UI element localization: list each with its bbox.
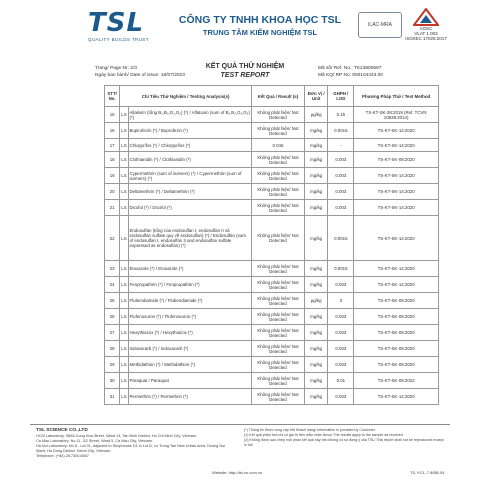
row-lod: 0.0015 <box>328 216 354 261</box>
table-row <box>105 200 439 216</box>
row-lab-code: LS <box>120 107 128 123</box>
row-analysis: Endosulfan (tổng của endosulfan I, endosulfan II và endosulfan sulfate quy về endosulfan) (*) / Endosulfan (sum of endosulfan I, endosulfan II and endosulfan sulfate expressed as endosulfan) (*) <box>128 216 251 261</box>
row-lod: 0.003 <box>328 309 354 325</box>
row-number: 26 <box>105 309 120 325</box>
row-unit: mg/kg <box>304 357 328 373</box>
row-result: Không phát hiện/ Not Detected <box>251 389 304 405</box>
table-row <box>105 261 439 277</box>
row-analysis: Indoxacarb (*) / Indoxacarb (*) <box>128 341 251 357</box>
table-row <box>105 341 439 357</box>
meta-left <box>95 65 185 79</box>
logo-tagline: QUALITY BUILDS TRUST <box>88 37 149 42</box>
row-result: Không phát hiện/ Not Detected <box>251 293 304 309</box>
row-unit: mg/kg <box>304 123 328 139</box>
row-number: 18 <box>105 152 120 168</box>
row-number: 27 <box>105 325 120 341</box>
row-analysis: Methidathion (*) / Methidathion (*) <box>128 357 251 373</box>
row-lab-code: LS <box>120 184 128 200</box>
row-unit: mg/kg <box>304 341 328 357</box>
header-unit: Đơn Vị / Unit <box>304 86 328 107</box>
row-result: Không phát hiện/ Not Detected <box>251 325 304 341</box>
row-unit: mg/kg <box>304 200 328 216</box>
row-method: TS-KT-SK-09:2020 <box>354 325 439 341</box>
footer-divider <box>30 424 450 425</box>
row-unit: µg/kg <box>304 293 328 309</box>
row-lod: 0.01 <box>328 373 354 389</box>
row-result: Không phát hiện/ Not Detected <box>251 123 304 139</box>
row-unit: mg/kg <box>304 216 328 261</box>
row-unit: mg/kg <box>304 139 328 152</box>
logo-text: TSL <box>88 8 145 38</box>
table-row <box>105 389 439 405</box>
report-number: Mã KQ/ RP No: 800104443.00 <box>318 73 383 78</box>
row-number: 23 <box>105 261 120 277</box>
row-unit: mg/kg <box>304 261 328 277</box>
aosc-name: AOSC <box>419 26 433 31</box>
company-name: CÔNG TY TNHH KHOA HỌC TSL <box>178 14 342 26</box>
row-unit: mg/kg <box>304 373 328 389</box>
row-lod: 0.003 <box>328 341 354 357</box>
row-result: Không phát hiện/ Not Detected <box>251 184 304 200</box>
table-row <box>105 152 439 168</box>
row-number: 20 <box>105 184 120 200</box>
row-lab-code: LS <box>120 216 128 261</box>
report-title-vn: KẾT QUẢ THỬ NGHIỆM <box>205 63 285 70</box>
table-row <box>105 373 439 389</box>
row-lab-code: LS <box>120 152 128 168</box>
row-analysis: Hexythiazox (*) / Hexythiazox (*) <box>128 325 251 341</box>
row-method: TS-KT-SK-09:2022 <box>354 373 439 389</box>
row-lod: 0.003 <box>328 152 354 168</box>
row-method: TS-KT-SK-09:2020 <box>354 357 439 373</box>
row-lab-code: LS <box>120 309 128 325</box>
header-method: Phương Pháp Thử / Test Method <box>354 86 439 107</box>
row-analysis: Paraquat / Paraquat <box>128 373 251 389</box>
row-method: TS-KT-SK-14:2020 <box>354 216 439 261</box>
report-title <box>190 62 300 80</box>
ilac-mra-badge: ILAC-MRA <box>358 12 402 38</box>
note-1: (*) Thông tin được cung cấp bởi Khách hàng/ Information is provided by Customer <box>244 428 375 432</box>
row-number: 25 <box>105 293 120 309</box>
footer-website: Website: http://tsl-vn.com.vn <box>212 470 263 475</box>
row-method: TS-KT-SK-09:2020 <box>354 309 439 325</box>
row-number: 24 <box>105 277 120 293</box>
footer-hcm: HCM Laboratory: 980A Cong Hoa Street, Ward 13, Tan Binh District, Ho Chi Minh City, Vietnam. <box>36 434 198 438</box>
table-row <box>105 309 439 325</box>
table-body <box>105 107 439 405</box>
tsl-logo <box>88 10 150 42</box>
row-analysis: Flufenoxuron (*) / Flufenoxuron (*) <box>128 309 251 325</box>
row-lab-code: LS <box>120 123 128 139</box>
header-lod: GHPH / LOD <box>328 86 354 107</box>
row-unit: mg/kg <box>304 184 328 200</box>
row-lod: 0.003 <box>328 184 354 200</box>
aosc-sub2: ISO/IEC 17025:2017 <box>405 36 447 41</box>
row-result: Không phát hiện/ Not Detected <box>251 168 304 184</box>
table-row <box>105 293 439 309</box>
footer-camau: Ca Mau Laboratory: No 11, 3/2 Street, Ward 5, Ca Mau City, Vietnam. <box>36 439 153 443</box>
row-lod: 0.003 <box>328 168 354 184</box>
row-result: Không phát hiện/ Not Detected <box>251 341 304 357</box>
company-header <box>160 14 360 38</box>
table-row <box>105 357 439 373</box>
row-result: Không phát hiện/ Not Detected <box>251 107 304 123</box>
aosc-accreditation-logo <box>404 8 448 41</box>
row-lab-code: LS <box>120 277 128 293</box>
row-lod: 0.003 <box>328 357 354 373</box>
header-result: Kết Quả / Result (s) <box>251 86 304 107</box>
row-number: 21 <box>105 200 120 216</box>
row-unit: mg/kg <box>304 168 328 184</box>
row-lab-code: LS <box>120 293 128 309</box>
table-row <box>105 184 439 200</box>
row-method: TS-KT-SK-14:2020 <box>354 200 439 216</box>
row-lod: 0.0015 <box>328 123 354 139</box>
row-analysis: Dicofol (*) / Dicofol (*) <box>128 200 251 216</box>
row-lod: 0.003 <box>328 325 354 341</box>
row-analysis: Etoxazole (*) / Etoxazole (*) <box>128 261 251 277</box>
note-3: (2) Không được sao chép một phần kết quả này nếu không có sự đồng ý của TSL/ This report shall not be reproduced except in full <box>244 438 444 447</box>
row-unit: mg/kg <box>304 152 328 168</box>
row-lod: - <box>328 139 354 152</box>
row-method: TS-KT-SK-09:2020 <box>354 293 439 309</box>
row-lab-code: LS <box>120 357 128 373</box>
row-lod: 0.0015 <box>328 261 354 277</box>
row-analysis: Flubendiamide (*) / Flubendiamide (*) <box>128 293 251 309</box>
row-result: Không phát hiện/ Not Detected <box>251 152 304 168</box>
row-result: Không phát hiện/ Not Detected <box>251 357 304 373</box>
row-analysis: Cypermethrin (sum of isomers) (*) / Cypermethrin (sum of isomers) (*) <box>128 168 251 184</box>
row-lab-code: LS <box>120 139 128 152</box>
report-title-en: TEST REPORT <box>220 72 270 79</box>
row-method: TS-KT-SK-14:2020 <box>354 261 439 277</box>
row-analysis: Permethrin (*) / Permethrin (*) <box>128 389 251 405</box>
table-row <box>105 168 439 184</box>
row-lab-code: LS <box>120 373 128 389</box>
center-name: TRUNG TÂM KIỂM NGHIỆM TSL <box>202 28 318 37</box>
row-analysis: Chlopyrifos (*) / Chlorpyrifos (*) <box>128 139 251 152</box>
row-number: 17 <box>105 139 120 152</box>
row-method: TS-KT-SK-14:2020 <box>354 123 439 139</box>
header-stt: STT/ No. <box>105 86 120 107</box>
sample-code: Mã số/ Ref. No.: TK23800597 <box>318 66 382 71</box>
footer-phone: Telephone: (+84) 28.7300.6667 <box>36 454 89 458</box>
row-number: 29 <box>105 357 120 373</box>
row-number: 22 <box>105 216 120 261</box>
row-result: Không phát hiện/ Not Detected <box>251 216 304 261</box>
row-lod: 0.003 <box>328 389 354 405</box>
row-method: TS-KT-SK-09:2020 <box>354 341 439 357</box>
footer-doc-code: TS-Y/CL-7.8/BB-04 <box>410 470 445 475</box>
header-analysis: Chỉ Tiêu Thử Nghiệm / Testing Analysis(s) <box>120 86 252 107</box>
table-row <box>105 277 439 293</box>
row-method: TS-KT-SK-09:2020 <box>354 152 439 168</box>
table-header-row <box>105 86 439 107</box>
footer-hanoi: Ha Noi Laboratory: No 8 - Lot 01, adjacent to Shophouse D1 in Lot D, Le Trong Tan New Urban Area, Duong Noi Ward, Ha Dong District, Hanoi City, Vietnam. <box>36 444 226 453</box>
row-result: Không phát hiện/ Not Detected <box>251 261 304 277</box>
row-lod: 0.003 <box>328 200 354 216</box>
row-unit: mg/kg <box>304 389 328 405</box>
row-number: 15 <box>105 107 120 123</box>
row-lab-code: LS <box>120 261 128 277</box>
table-row <box>105 139 439 152</box>
row-lab-code: LS <box>120 341 128 357</box>
row-unit: mg/kg <box>304 325 328 341</box>
table-row <box>105 216 439 261</box>
row-method: TS-KT-SK-14:2020 <box>354 277 439 293</box>
footer-notes <box>244 428 444 448</box>
row-result: 0.046 <box>251 139 304 152</box>
row-lab-code: LS <box>120 168 128 184</box>
note-2: (1) Kết quả phân tích chỉ có giá trị trên mẫu nhận được/ The results apply to the sample as received <box>244 433 403 437</box>
row-analysis: Bupirofezin (*) / Buprofezin (*) <box>128 123 251 139</box>
row-number: 30 <box>105 373 120 389</box>
row-result: Không phát hiện/ Not Detected <box>251 277 304 293</box>
page-number: Trang/ Page Nr: 2/3 <box>95 66 137 71</box>
row-analysis: Clothianidin (*) / Clothianidin (*) <box>128 152 251 168</box>
row-unit: mg/kg <box>304 277 328 293</box>
table-row <box>105 123 439 139</box>
results-table <box>104 85 439 405</box>
row-number: 19 <box>105 168 120 184</box>
row-lod: 0.15 <box>328 107 354 123</box>
row-number: 31 <box>105 389 120 405</box>
row-analysis: Fenpropathrin (*) / Fenpropathrin (*) <box>128 277 251 293</box>
row-method: TS-KT-SK-14:2020 <box>354 389 439 405</box>
row-number: 16 <box>105 123 120 139</box>
aosc-triangle-icon <box>413 8 439 26</box>
row-lab-code: LS <box>120 200 128 216</box>
table-row <box>105 325 439 341</box>
row-analysis: Deltamethrin (*) / Deltamethrin (*) <box>128 184 251 200</box>
row-result: Không phát hiện/ Not Detected <box>251 200 304 216</box>
row-lod: 0.003 <box>328 277 354 293</box>
table-row <box>105 107 439 123</box>
issue-date: Ngày ban hành/ Date of issue: 18/07/2023 <box>95 73 185 78</box>
row-method: TS-KT-SK-14:2020 <box>354 184 439 200</box>
row-method: TS-KT-SK-14:2020 <box>354 168 439 184</box>
meta-right <box>318 65 383 79</box>
footer-addresses <box>36 428 236 459</box>
row-lab-code: LS <box>120 389 128 405</box>
row-analysis: Allaksim (tổng B₁,B₂,G₁,G₂) (*) / Aflatoxin (sum of B₁,B₂,G₁,G₂) (*) <box>128 107 251 123</box>
row-number: 28 <box>105 341 120 357</box>
row-result: Không phát hiện/ Not Detected <box>251 373 304 389</box>
row-method: TS-KT-SK-14:2020 <box>354 139 439 152</box>
aosc-sub1: VLAT 1.003 <box>414 31 438 36</box>
row-result: Không phát hiện/ Not Detected <box>251 309 304 325</box>
row-lab-code: LS <box>120 325 128 341</box>
row-unit: µg/kg <box>304 107 328 123</box>
row-method: TS-KT-SK-38:2019 (Ref. TCVN 10838:2014) <box>354 107 439 123</box>
row-lod: 3 <box>328 293 354 309</box>
footer-firm: TSL SCIENCE CO.,LTD <box>36 428 88 433</box>
row-unit: mg/kg <box>304 309 328 325</box>
